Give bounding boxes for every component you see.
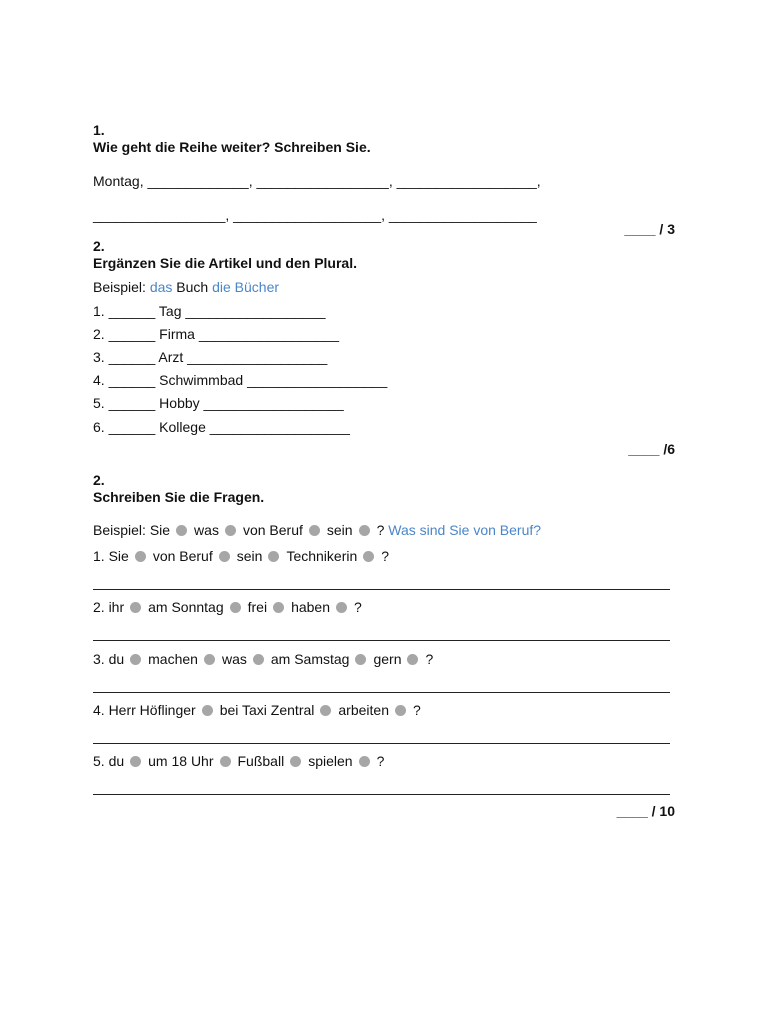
section-2-item-6: 6. ______ Kollege __________________ <box>93 419 350 435</box>
separator-dot-icon <box>130 756 141 767</box>
section-1-number: 1. <box>93 122 105 138</box>
separator-dot-icon <box>395 705 406 716</box>
separator-dot-icon <box>219 551 230 562</box>
example-word: Sie <box>149 522 171 538</box>
separator-dot-icon <box>204 654 215 665</box>
question-word: was <box>221 651 247 667</box>
question-word: am Sonntag <box>148 599 224 615</box>
separator-dot-icon <box>230 602 241 613</box>
question-word: um 18 Uhr <box>148 753 214 769</box>
separator-dot-icon <box>407 654 418 665</box>
question-word: arbeiten <box>338 702 389 718</box>
separator-dot-icon <box>309 525 320 536</box>
question-word: von Beruf <box>152 548 213 564</box>
section-2-item-4: 4. ______ Schwimmbad __________________ <box>93 372 388 388</box>
example-article: das <box>149 279 173 295</box>
question-word: frei <box>247 599 268 615</box>
section-3-score: ____ / 10 <box>616 803 675 819</box>
separator-dot-icon <box>320 705 331 716</box>
separator-dot-icon <box>253 654 264 665</box>
question-word: 2. ihr <box>93 599 125 615</box>
question-word: ? <box>381 548 390 564</box>
section-2-number: 2. <box>93 238 105 254</box>
separator-dot-icon <box>355 654 366 665</box>
question-item-2 <box>93 598 362 616</box>
section-2-item-2: 2. ______ Firma __________________ <box>93 326 339 342</box>
question-word: spielen <box>308 753 353 769</box>
answer-line[interactable] <box>93 743 670 744</box>
section-2-heading: Ergänzen Sie die Artikel und den Plural. <box>93 255 357 271</box>
example-label: Beispiel: <box>93 279 150 295</box>
separator-dot-icon <box>336 602 347 613</box>
section-1-heading: Wie geht die Reihe weiter? Schreiben Sie. <box>93 139 371 155</box>
question-word: haben <box>291 599 331 615</box>
example-word: ? <box>376 522 385 538</box>
separator-dot-icon <box>290 756 301 767</box>
question-word: 5. du <box>93 753 125 769</box>
question-word: 1. Sie <box>93 548 129 564</box>
section-2-item-3: 3. ______ Arzt __________________ <box>93 349 328 365</box>
separator-dot-icon <box>220 756 231 767</box>
section-3-heading: Schreiben Sie die Fragen. <box>93 489 265 505</box>
separator-dot-icon <box>268 551 279 562</box>
question-word: sein <box>236 548 263 564</box>
question-word: gern <box>373 651 402 667</box>
question-word: bei Taxi Zentral <box>219 702 315 718</box>
example-label: Beispiel: <box>93 522 146 538</box>
separator-dot-icon <box>363 551 374 562</box>
separator-dot-icon <box>273 602 284 613</box>
section-3-number: 2. <box>93 472 105 488</box>
example-word: sein <box>326 522 353 538</box>
example-answer: Was sind Sie von Beruf? <box>388 522 542 538</box>
example-plural: die Bücher <box>212 279 280 295</box>
section-1-line-1: Montag, _____________, _________________, __________________, <box>93 173 541 189</box>
separator-dot-icon <box>202 705 213 716</box>
question-word: ? <box>412 702 421 718</box>
answer-line[interactable] <box>93 692 670 693</box>
question-word: ? <box>354 599 362 615</box>
answer-line[interactable] <box>93 640 670 641</box>
section-2-example <box>93 278 279 296</box>
question-item-1 <box>93 547 389 565</box>
separator-dot-icon <box>176 525 187 536</box>
question-item-3 <box>93 650 433 668</box>
question-word: 3. du <box>93 651 125 667</box>
answer-line[interactable] <box>93 794 670 795</box>
example-word: was <box>194 522 219 538</box>
question-word: am Samstag <box>270 651 350 667</box>
question-word: machen <box>148 651 198 667</box>
question-item-5 <box>93 752 384 770</box>
example-noun: Buch <box>172 279 213 295</box>
section-1-score: ____ / 3 <box>624 221 675 237</box>
answer-line[interactable] <box>93 589 670 590</box>
separator-dot-icon <box>359 525 370 536</box>
separator-dot-icon <box>359 756 370 767</box>
separator-dot-icon <box>135 551 146 562</box>
section-2-item-1: 1. ______ Tag __________________ <box>93 303 326 319</box>
section-1-line-2: _________________, ___________________, ___________________ <box>93 207 537 223</box>
section-2-score: ____ /6 <box>628 441 675 457</box>
question-word: ? <box>376 753 385 769</box>
question-word: ? <box>425 651 434 667</box>
separator-dot-icon <box>130 654 141 665</box>
section-3-example <box>93 521 541 539</box>
section-2-item-5: 5. ______ Hobby __________________ <box>93 395 344 411</box>
question-word: 4. Herr Höflinger <box>93 702 196 718</box>
question-word: Fußball <box>237 753 285 769</box>
question-word: Technikerin <box>286 548 358 564</box>
separator-dot-icon <box>130 602 141 613</box>
example-word: von Beruf <box>242 522 303 538</box>
separator-dot-icon <box>225 525 236 536</box>
question-item-4 <box>93 701 421 719</box>
